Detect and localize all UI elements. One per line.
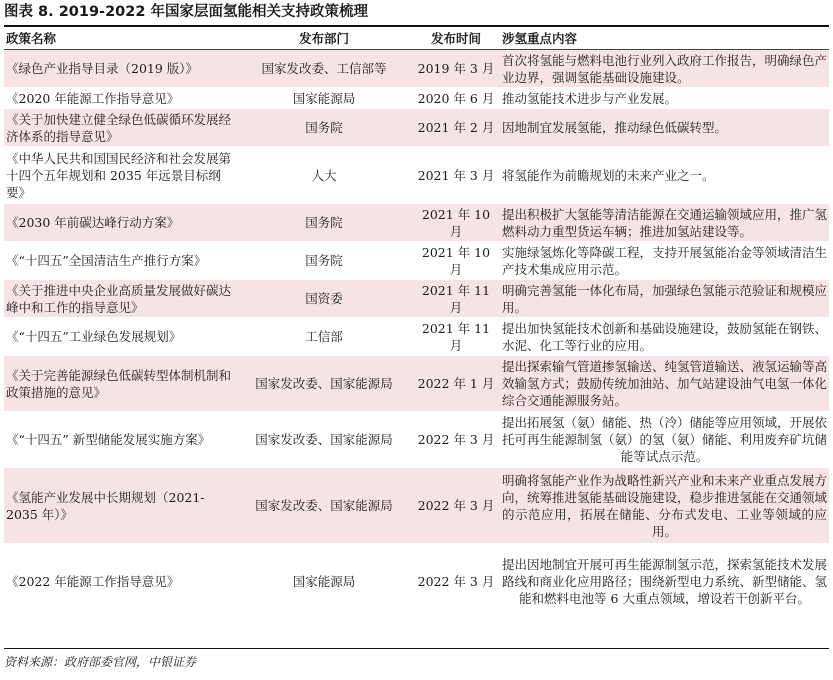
policy-department: 国务院: [236, 109, 412, 147]
table-row: [4, 50, 829, 88]
policy-name: 《2020 年能源工作指导意见》: [6, 90, 180, 106]
policy-content: 提出积极扩大氢能等清洁能源在交通运输领域应用，推广氢燃料动力重型货运车辆；推进加氢站建设等。: [500, 204, 829, 242]
policy-content: 首次将氢能与燃料电池行业列入政府工作报告，明确绿色产业边界，强调氢能基础设施建设。: [500, 50, 829, 88]
policy-time: 2022 年 3 月: [417, 574, 495, 589]
policy-name: 《关于推进中央企业高质量发展做好碳达峰中和工作的指导意见》: [4, 280, 236, 318]
policy-time: 2021 年 11 月: [421, 320, 491, 353]
policy-content: 推动氢能技术进步与产业发展。: [502, 90, 678, 106]
table-row: [4, 204, 829, 242]
source-note: 资料来源：政府部委官网，中银证券: [4, 648, 829, 670]
policy-name: 《“十四五”全国清洁生产推行方案》: [6, 253, 207, 268]
table-header-row: [4, 27, 829, 50]
table-row: [4, 88, 829, 109]
policy-content: 提出拓展氢（氨）储能、热（冷）储能等应用领域，开展依托可再生能源制氢（氨）的氢（氨）储能、利用废弃矿坑储能等试点示范。: [502, 415, 828, 464]
table-row: [4, 318, 829, 356]
table-row: [4, 280, 829, 318]
policy-department: 国家能源局: [292, 90, 356, 106]
header-policy-name: 政策名称: [4, 27, 236, 50]
policy-department: 国资委: [236, 280, 412, 318]
policy-content: 明确完善氢能一体化布局，加强绿色氢能示范验证和规模应用。: [500, 280, 829, 318]
policy-department: 国务院: [236, 204, 412, 242]
policy-department: 工信部: [305, 329, 343, 344]
header-key-content: 涉氢重点内容: [500, 27, 829, 50]
policy-department: 国家发改委、工信部等: [236, 50, 412, 88]
policy-content: 实施绿氢炼化等降碳工程，支持开展氢能冶金等领域清洁生产技术集成应用示范。: [502, 244, 828, 277]
policy-content: 明确将氢能产业作为战略性新兴产业和未来产业重点发展方向，统筹推进氢能基础设施建设，稳步推进氢能在交通领域的示范应用，拓展在储能、分布式发电、工业等领域的应用。: [500, 468, 829, 544]
policy-department: 国务院: [305, 253, 343, 268]
policy-content: 提出加快氢能技术创新和基础设施建设，鼓励氢能在钢铁、水泥、化工等行业的应用。: [502, 320, 828, 353]
policy-name: 《氢能产业发展中长期规划（2021-2035 年）》: [4, 468, 236, 544]
policy-department: 国家发改委、国家能源局: [236, 468, 412, 544]
policy-department: 人大: [311, 167, 337, 183]
policy-time: 2021 年 10 月: [421, 244, 491, 277]
table-row: [4, 544, 829, 620]
policy-name: 《2022 年能源工作指导意见》: [6, 574, 180, 589]
policy-name: 《关于加快建立健全绿色低碳循环发展经济体系的指导意见》: [4, 109, 236, 147]
policy-time: 2021 年 3 月: [417, 167, 495, 183]
policy-name: 《关于完善能源绿色低碳转型体制机制和政策措施的意见》: [4, 356, 236, 412]
policy-time: 2021 年 11 月: [412, 280, 500, 318]
policy-time: 2022 年 1 月: [412, 356, 500, 412]
policy-name: 《中华人民共和国国民经济和社会发展第十四个五年规划和 2035 年远景目标纲要》: [6, 150, 232, 200]
policy-time: 2021 年 10 月: [412, 204, 500, 242]
policy-department: 国家能源局: [292, 574, 356, 589]
policy-content: 因地制宜发展氢能，推动绿色低碳转型。: [500, 109, 829, 147]
policy-content: 提出因地制宜开展可再生能源制氢示范，探索氢能技术发展路线和商业化应用路径；围绕新型电力系统、新型储能、氢能和燃料电池等 6 大重点领域，增设若干创新平台。: [502, 557, 828, 606]
policy-time: 2021 年 2 月: [412, 109, 500, 147]
policy-time: 2022 年 3 月: [412, 468, 500, 544]
table-row: [4, 356, 829, 412]
table-row: [4, 468, 829, 544]
policy-time: 2022 年 3 月: [417, 432, 495, 447]
header-release-time: 发布时间: [412, 27, 500, 50]
table-row: [4, 109, 829, 147]
policy-name: 《“十四五”工业绿色发展规划》: [6, 329, 182, 344]
policy-department: 国家发改委、国家能源局: [255, 432, 393, 447]
policy-table: [4, 27, 829, 620]
figure-title: 图表 8. 2019-2022 年国家层面氢能相关支持政策梳理: [4, 0, 829, 27]
policy-content: 提出探索输气管道掺氢输送、纯氢管道输送、液氢运输等高效输氢方式；鼓励传统加油站、加气站建设油气电氢一体化综合交通能源服务站。: [500, 356, 829, 412]
policy-name: 《绿色产业指导目录（2019 版）》: [4, 50, 236, 88]
policy-name: 《“十四五” 新型储能发展实施方案》: [6, 432, 211, 447]
policy-time: 2020 年 6 月: [417, 90, 495, 106]
policy-name: 《2030 年前碳达峰行动方案》: [4, 204, 236, 242]
header-department: 发布部门: [236, 27, 412, 50]
policy-department: 国家发改委、国家能源局: [236, 356, 412, 412]
policy-content: 将氢能作为前瞻规划的未来产业之一。: [502, 167, 715, 183]
policy-time: 2019 年 3 月: [412, 50, 500, 88]
table-row: [4, 412, 829, 468]
table-row: [4, 242, 829, 280]
table-row: [4, 147, 829, 204]
